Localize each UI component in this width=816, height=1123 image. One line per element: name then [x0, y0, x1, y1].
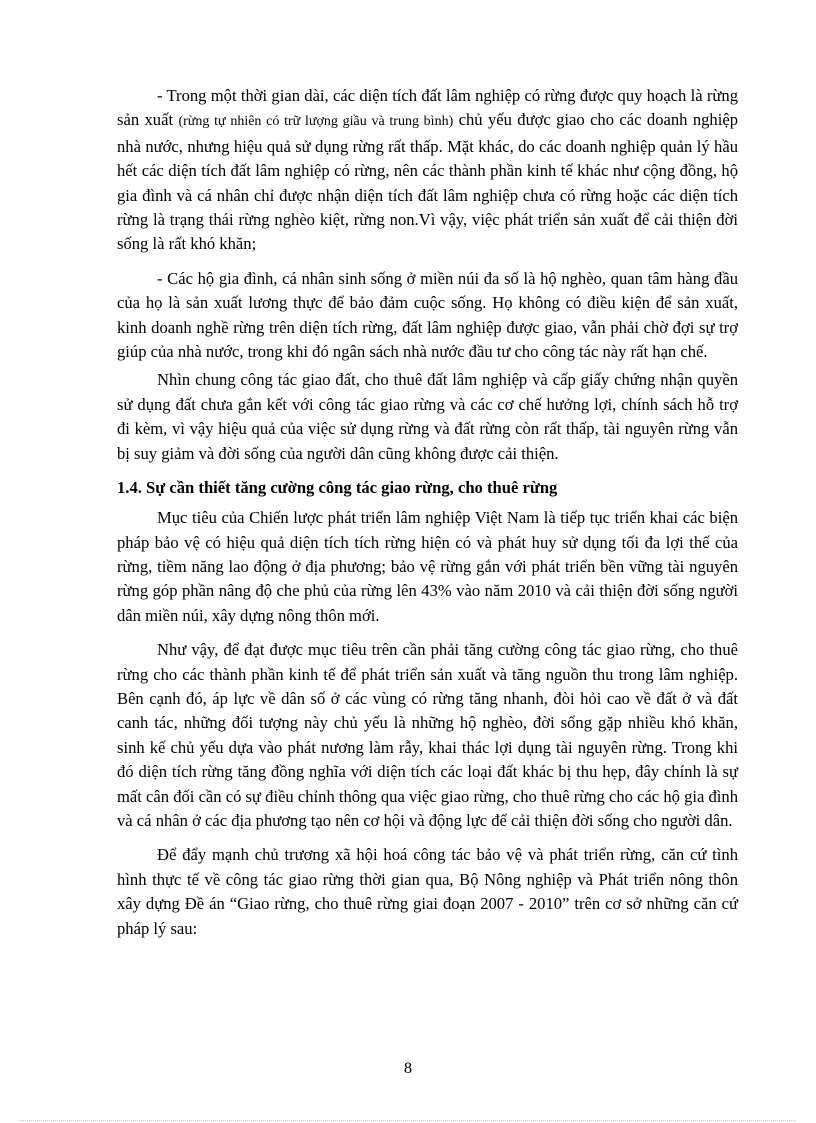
paragraph-4: Mục tiêu của Chiến lược phát triển lâm nghiệp Việt Nam là tiếp tục triển khai các biện pháp bảo vệ có hiệu quả diện tích tích rừng hiện có và phát huy sử dụng tối đa lợi thế của rừng, tiềm năng lao động ở địa phương; bảo vệ rừng gắn với phát triển bền vững tài nguyên rừng góp phần nâng độ che phủ của rừng lên 43% vào năm 2010 và cải thiện đời sống người dân miền núi, xây dựng nông thôn mới.	[117, 508, 738, 625]
paragraph-1-parenthetical: (rừng tự nhiên có trữ lượng giầu và trung bình)	[178, 114, 454, 130]
paragraph-6: Để đẩy mạnh chủ trương xã hội hoá công tác bảo vệ và phát triển rừng, căn cứ tình hình thực tế về công tác giao rừng thời gian qua, Bộ Nông nghiệp và Phát triển nông thôn xây dựng Đề án “Giao rừng, cho thuê rừng giai đoạn 2007 - 2010” trên cơ sở những căn cứ pháp lý sau:	[117, 845, 738, 938]
paragraph-2: - Các hộ gia đình, cá nhân sinh sống ở miền núi đa số là hộ nghèo, quan tâm hàng đầu của họ là sản xuất lương thực để bảo đảm cuộc sống. Họ không có điều kiện để sản xuất, kinh doanh nghề rừng trên diện tích rừng, đất lâm nghiệp được giao, vẫn phải chờ đợi sự trợ giúp của nhà nước, trong khi đó ngân sách nhà nước đầu tư cho công tác này rất hạn chế.	[117, 268, 738, 362]
page-bottom-divider	[20, 1120, 796, 1121]
section-heading: 1.4. Sự cần thiết tăng cường công tác giao rừng, cho thuê rừng	[117, 478, 558, 498]
paragraph-1-part-b: chủ yếu được giao cho các doanh nghiệp nhà nước, nhưng hiệu quả sử dụng rừng rất thấp. Mặt khác, do các doanh nghiệp quản lý hầu hết các diện tích đất lâm nghiệp có rừng, nên các thành phần kinh tế khác như cộng đồng, hộ gia đình và cá nhân chỉ được nhận diện tích đất lâm nghiệp chưa có rừng hoặc các diện tích rừng là trạng thái rừng nghèo kiệt, rừng non.Vì vậy, việc phát triển sản xuất để cải thiện đời sống là rất khó khăn;	[117, 110, 738, 254]
paragraph-5: Như vậy, để đạt được mục tiêu trên cần phải tăng cường công tác giao rừng, cho thuê rừng cho các thành phần kinh tế để phát triển sản xuất và tăng nguồn thu trong lâm nghiệp. Bên cạnh đó, áp lực về dân số ở các vùng có rừng tăng nhanh, đòi hỏi cao về đất ở và đất canh tác, những đối tượng này chủ yếu là những hộ nghèo, đời sống gặp nhiều khó khăn, sinh kế chủ yếu dựa vào phát nương làm rẫy, khai thác lợi dụng tài nguyên rừng. Trong khi đó diện tích rừng tăng đồng nghĩa với diện tích các loại đất khác bị thu hẹp, đây chính là sự mất cân đối cần có sự điều chỉnh thông qua việc giao rừng, cho thuê rừng cho các hộ gia đình và cá nhân ở các địa phương tạo nên cơ hội và động lực để cải thiện đời sống cho người dân.	[117, 640, 738, 830]
paragraph-1	[117, 84, 738, 257]
document-body	[117, 84, 738, 951]
page-number: 8	[404, 1060, 412, 1077]
paragraph-3: Nhìn chung công tác giao đất, cho thuê đất lâm nghiệp và cấp giấy chứng nhận quyền sử dụng đất chưa gắn kết với công tác giao rừng và các cơ chế hưởng lợi, chính sách hỗ trợ đi kèm, vì vậy hiệu quả của việc sử dụng rừng và đất rừng còn rất thấp, tài nguyên rừng vẫn bị suy giảm và đời sống của người dân cũng không được cải thiện.	[117, 370, 738, 463]
paragraph-1-part-a: - Trong một thời gian dài, các diện tích đất lâm nghiệp có rừng được quy hoạch là rừng sản xuất	[117, 86, 738, 130]
